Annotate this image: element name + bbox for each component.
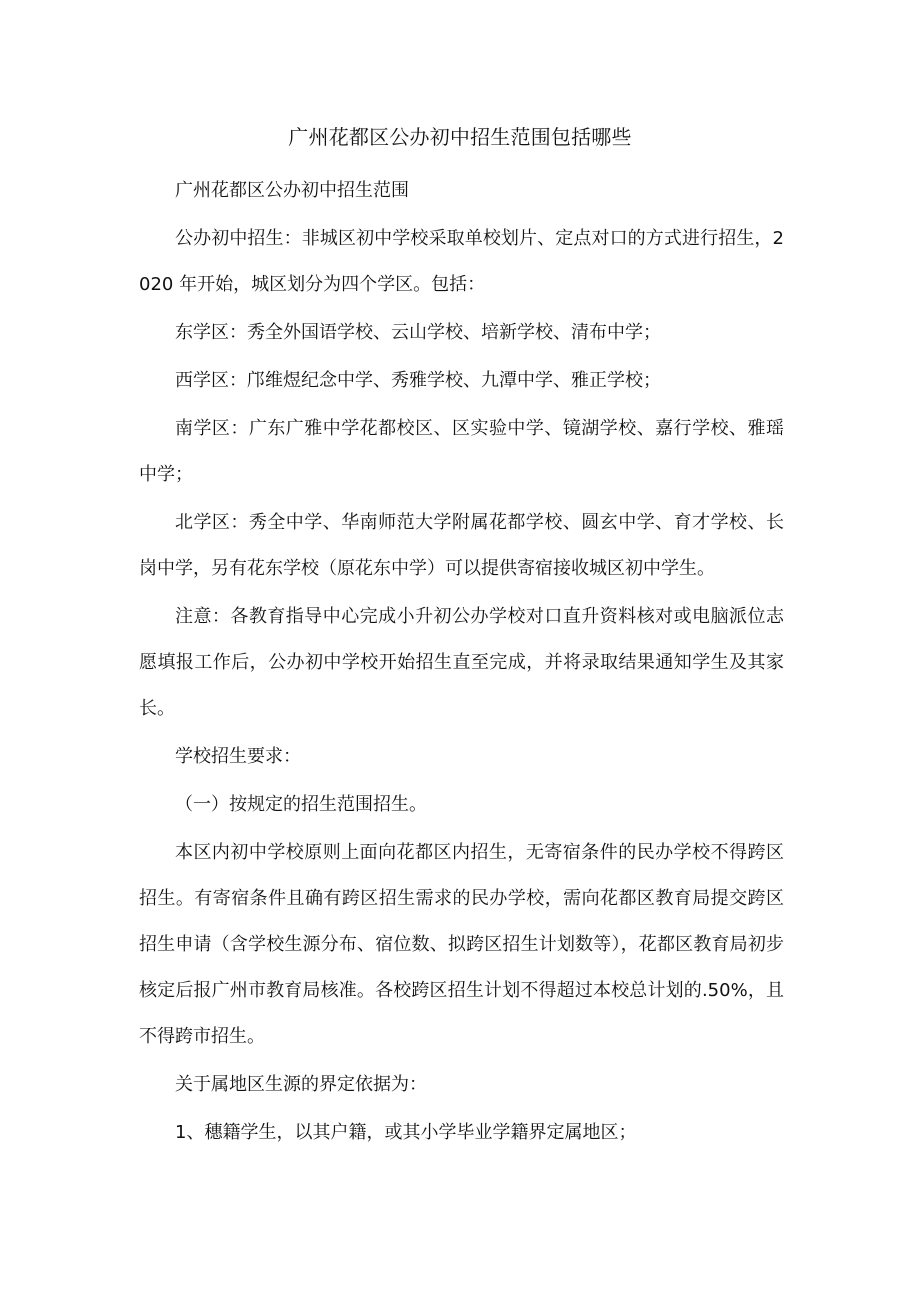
paragraph-north-district: 北学区：秀全中学、华南师范大学附属花都学校、圆玄中学、育才学校、长岗中学，另有花东学校（原花东中学）可以提供寄宿接收城区初中学生。 xyxy=(139,512,784,579)
paragraph-cross-district: 本区内初中学校原则上面向花都区内招生，无寄宿条件的民办学校不得跨区招生。有寄宿条件且确有跨区招生需求的民办学校，需向花都区教育局提交跨区招生申请（含学校生源分布、宿位数、拟跨区招生计划数等），花都区教育局初步核定后报广州市教育局核准。各校跨区招生计划不得超过本校总计划的.50%，且不得跨市招生。 xyxy=(139,842,784,1047)
paragraph-requirements-heading: 学校招生要求： xyxy=(175,746,301,767)
paragraph-west-district: 西学区：邝维煜纪念中学、秀雅学校、九潭中学、雅正学校； xyxy=(175,370,661,391)
paragraph-requirement-1: （一）按规定的招生范围招生。 xyxy=(175,794,427,815)
paragraph-subtitle: 广州花都区公办初中招生范围 xyxy=(175,180,409,201)
paragraph-notice: 注意：各教育指导中心完成小升初公办学校对口直升资料核对或电脑派位志愿填报工作后，公办初中学校开始招生直至完成，并将录取结果通知学生及其家长。 xyxy=(139,606,784,719)
paragraph-south-district: 南学区：广东广雅中学花都校区、区实验中学、镜湖学校、嘉行学校、雅瑶中学； xyxy=(139,418,784,485)
paragraph-east-district: 东学区：秀全外国语学校、云山学校、培新学校、清布中学； xyxy=(175,322,661,343)
paragraph-admission-intro: 公办初中招生：非城区初中学校采取单校划片、定点对口的方式进行招生，2020 年开始，城区划分为四个学区。包括： xyxy=(139,228,784,295)
paragraph-source-definition: 关于属地区生源的界定依据为： xyxy=(175,1074,427,1095)
document-title: 广州花都区公办初中招生范围包括哪些 xyxy=(288,125,632,149)
document-body xyxy=(139,168,784,1158)
paragraph-item-1: 1、穗籍学生，以其户籍，或其小学毕业学籍界定属地区； xyxy=(175,1122,637,1143)
